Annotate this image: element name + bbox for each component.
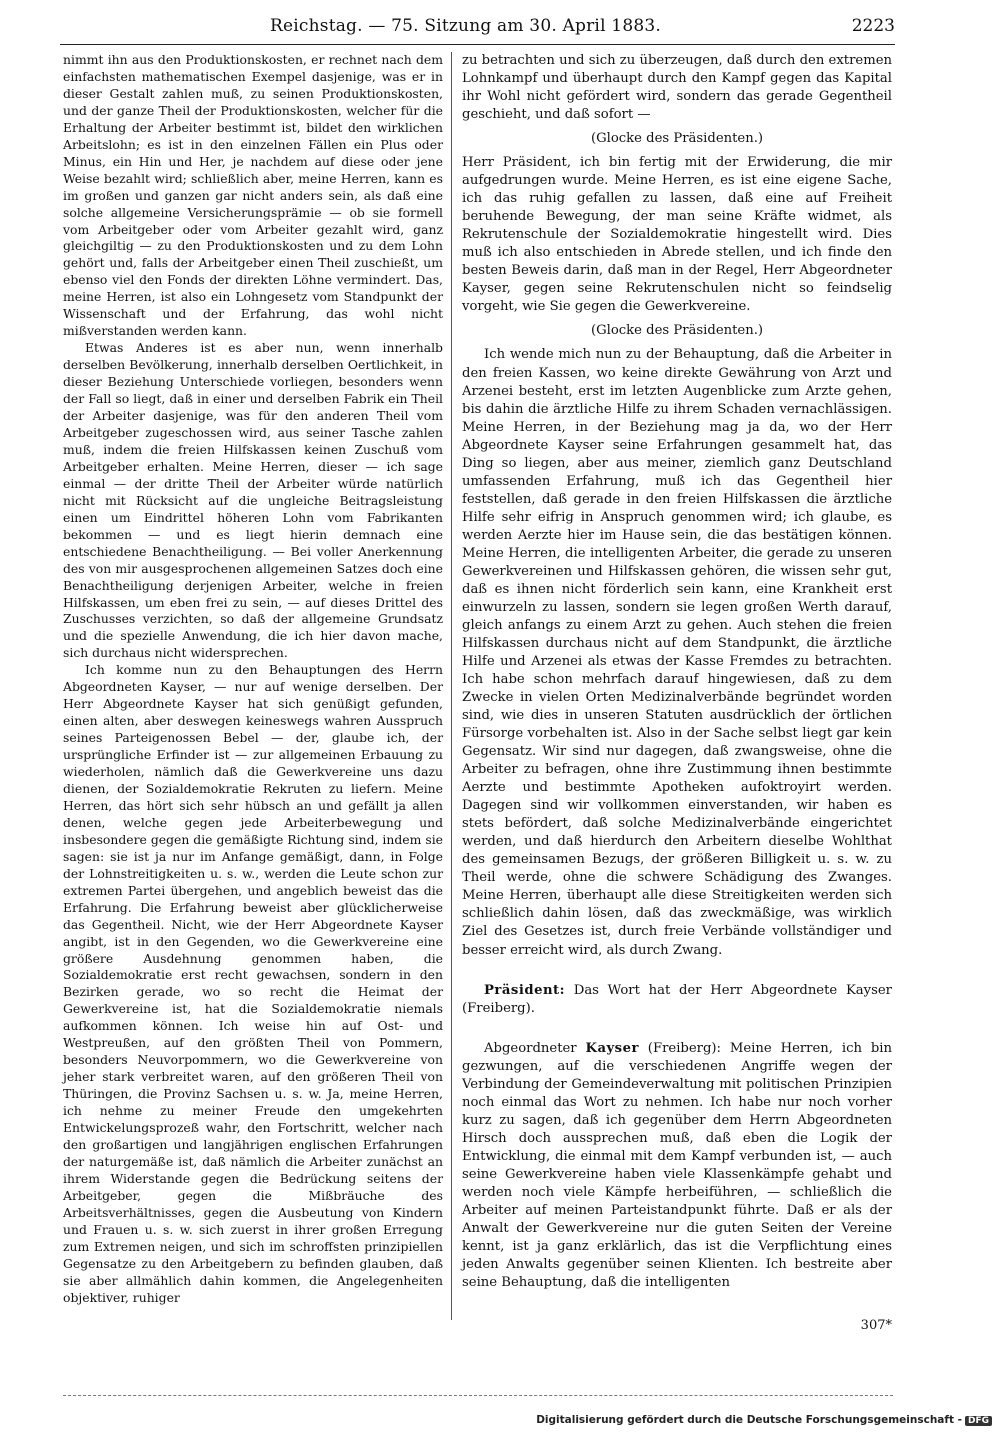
speaker-name: Präsident: [484,982,566,998]
paragraph: Etwas Anderes ist es aber nun, wenn innerhalb derselben Bevölkerung, innerhalb derselben Oertlichkeit, in dieser Beziehung Unterschiede vorliegen, besonders wenn der Fall so liegt, daß in einer und derselben Fabrik ein Theil der Arbeiter dasjenige, was für den anderen Theil vom Arbeitgeber zugeschossen wird, aus seiner Tasche zahlen muß, indem die freien Hilfskassen keinen Zuschuß vom Arbeitgeber erhalten. Meine Herren, dieser — ich sage einmal — der dritte Theil der Arbeiter würde natürlich nicht mit Rücksicht auf die ungleiche Beitragsleistung einen um Eindrittel höheren Lohn vom Fabrikanten bekommen — und es liegt hierin demnach eine entschiedene Benachtheiligung. — Bei voller Anerkennung des von mir ausgesprochenen allgemeinen Satzes doch eine Benachtheiligung derjenigen Arbeiter, welche in freien Hilfskassen, um eben frei zu sein, — auf dieses Drittel des Zuschusses verzichten, so daß der allgemeine Grundsatz und die spezielle Anwendung, die ich hier davon mache, sich durchaus nicht widersprechen. [63,340,443,661]
digitization-credit [536,1414,992,1426]
speaker-paragraph [462,982,892,1018]
speaker-name: Kayser [585,1040,639,1056]
column-separator [451,52,452,1320]
sheet-mark: 307* [860,1318,892,1333]
stage-direction: (Glocke des Präsidenten.) [590,131,764,147]
speech-text: Das Wort hat der Herr Abgeordnete Kayser (Freiberg). [462,982,892,1016]
speech-text: (Freiberg): Meine Herren, ich bin gezwungen, auf die verschiedenen Angriffe wegen der Verbindung der Gemeindeverwaltung mit politischen Prinzipien noch einmal das Wort zu nehmen. Ich habe nur noch vorher kurz zu sagen, daß ich gegenüber dem Herrn Abgeordneten Hirsch doch aussprechen muß, daß eben die Logik der Entwicklung, die einmal mit dem Kampf verbunden ist, — auch seine Gewerkvereine haben viele Klassenkämpfe gehabt und werden noch viele Kämpfe herbeiführen, — schließlich die Arbeiter auf meinen Parteistandpunkt führte. Daß er als der Anwalt der Gewerkvereine nur die guten Seiten der Vereine kennt, ist ja ganz erklärlich, das ist die Verpflichtung eines jeden Anwalts gegenüber seinen Klienten. Ich bestreite aber seine Behauptung, daß die intelligenten [462,1040,892,1290]
paragraph: Ich komme nun zu den Behauptungen des Herrn Abgeordneten Kayser, — nur auf wenige derselben. Der Herr Abgeordnete Kayser hat sich genüßigt gefunden, einen alten, aber deswegen keineswegs wahren Ausspruch seines Parteigenossen Bebel — der, glaube ich, der ursprüngliche Erfinder ist — zur allgemeinen Erbauung zu wiederholen, nämlich daß die Gewerkvereine uns dazu dienen, der Sozialdemokratie Rekruten zu liefern. Meine Herren, das hört sich sehr hübsch an und gefällt ja allen denen, welche gegen jede Arbeiterbewegung und insbesondere gegen die gemäßigte Richtung sind, indem sie sagen: sie ist ja nur im Anfange gemäßigt, dann, in Folge der Lohnstreitigkeiten u. s. w., werden die Leute schon zur extremen Partei übergehen, und angeblich beweist das die Erfahrung. Die Erfahrung beweist aber glücklicherweise das Gegentheil. Nicht, wie der Herr Abgeordnete Kayser angibt, ist in den Gegenden, wo die Gewerkvereine eine größere Ausdehnung genommen haben, die Sozialdemokratie erst recht gewachsen, sondern in den Bezirken gerade, wo so recht die Heimat der Gewerkvereine ist, hat die Sozialdemokratie niemals aufkommen können. Ich weise hin auf Ost- und Westpreußen, auf den größten Theil von Pommern, besonders Neuvorpommern, wo die Gewerkvereine von jeher stark verbreitet waren, auf den größeren Theil von Thüringen, die Provinz Sachsen u. s. w. Ja, meine Herren, ich nehme zu meiner Freude den umgekehrten Entwickelungsprozeß wahr, den Fortschritt, welcher nach den großartigen und langjährigen englischen Erfahrungen der naturgemäße ist, daß nämlich die Arbeiter zunächst an ihrem Widerstande gegen die Bedrückung seitens der Arbeitgeber, gegen die Mißbräuche des Arbeitsverhältnisses, gegen die Ausbeutung von Kindern und Frauen u. s. w. sich zuerst in ihrer großen Erregung zum Extremen neigen, und sich im schroffsten prinzipiellen Gegensatze zu den Arbeitgebern zu befinden glauben, daß sie aber allmählich dahin kommen, die Angelegenheiten objektiver, ruhiger [63,662,443,1305]
page-header [60,6,895,40]
speaker-title: Abgeordneter [484,1040,577,1056]
paragraph: nimmt ihn aus den Produktionskosten, er rechnet nach dem einfachsten mathematischen Exempel dasjenige, was er in dieser Gestalt zahlen muß, zu seinen Produktionskosten, und der ganze Theil der Produktionskosten, welcher für die Erhaltung der Arbeiter bestimmt ist, bildet den wirklichen Arbeitslohn; es ist in den einzelnen Fällen ein Plus oder Minus, ein Hin und Her, je nachdem auf diese oder jene Weise bezahlt wird; schließlich aber, meine Herren, kann es im großen und ganzen gar nicht anders sein, als daß eine solche allgemeine Versicherungsprämie — ob sie formell vom Arbeitgeber oder vom Arbeiter gezahlt wird, ganz gleichgiltig — zu den Produktionskosten und zu dem Lohn gehört und, falls der Arbeitgeber einen Theil zuschießt, um ebenso viel den Fonds der direkten Löhne vermindert. Das, meine Herren, ist also ein Lohngesetz vom Standpunkt der Wissenschaft und der Erfahrung, das wohl nicht mißverstanden werden kann. [63,52,443,339]
credit-text: Digitalisierung gefördert durch die Deutsche Forschungsgemeinschaft - [536,1414,962,1426]
footer-rule [63,1395,893,1396]
right-column [462,52,892,1292]
paragraph: Herr Präsident, ich bin fertig mit der Erwiderung, die mir aufgedrungen wurde. Meine Herren, es ist eine eigene Sache, ich das ruhig gefallen zu lassen, daß eine auf Freiheit beruhende Bewegung, der man seine Kräfte widmet, als Rekrutenschule der Sozialdemokratie hingestellt wird. Dies muß ich also entschieden in Abrede stellen, und ich finde den besten Beweis darin, daß man in der Regel, Herr Abgeordneter Kayser, gegen seine Rekrutenschulen nicht so feindselig vorgeht, wie Sie gegen die Gewerkvereine. [462,155,892,315]
stage-direction: (Glocke des Präsidenten.) [590,323,764,339]
left-column [63,52,443,1307]
page-number: 2223 [851,16,895,36]
paragraph: Ich wende mich nun zu der Behauptung, daß die Arbeiter in den freien Kassen, wo keine direkte Gewährung von Arzt und Arzenei besteht, erst im letzten Augenblicke zum Arzte gehen, bis dahin die ärztliche Hilfe zu ihrem Schaden vernachlässigen. Meine Herren, in der Beziehung mag ja da, wo der Herr Abgeordnete Kayser seine Erfahrungen gesammelt hat, das Ding so liegen, aber aus meiner, ziemlich ganz Deutschland umfassenden Erfahrung, muß ich das Gegentheil hier feststellen, daß gerade in den freien Hilfskassen die ärztliche Hilfe sehr eifrig in Anspruch genommen wird; ich glaube, es werden Aerzte hier im Hause sein, die das bestätigen können. Meine Herren, die intelligenten Arbeiter, die gerade zu unseren Gewerkvereinen und Hilfskassen gehören, die wissen sehr gut, daß es ihnen nicht förderlich sein kann, eine Krankheit erst einwurzeln zu lassen, sondern sie legen großen Werth darauf, gleich anfangs zu einem Arzt zu gehen. Auch stehen die freien Hilfskassen durchaus nicht auf dem Standpunkt, die ärztliche Hilfe und Arzenei als etwas der Kasse Fremdes zu betrachten. Ich habe schon mehrfach darauf hingewiesen, daß zu dem Zwecke in vielen Orten Medizinalverbände begründet worden sind, wie dies in unseren Statuten ausdrücklich der örtlichen Fürsorge vorbehalten ist. Also in der Sache selbst liegt gar kein Gegensatz. Wir sind nur dagegen, daß zwangsweise, ohne die Arbeiter zu befragen, ohne ihre Zustimmung ihnen bestimmte Aerzte und bestimmte Apotheken aufoktroyirt werden. Dagegen sind wir vollkommen einverstanden, wir haben es stets befördert, daß solche Medizinalverbände eingerichtet werden, und daß hierdurch den Arbeitern dieselbe Wohlthat des gemeinsamen Bezugs, der größeren Billigkeit u. s. w. zu Theil werde, ohne die schwere Schädigung des Zwanges. Meine Herren, überhaupt alle diese Streitigkeiten werden sich schließlich dahin lösen, daß das zweckmäßige, was wirklich Ziel des Gesetzes ist, durch freie Verbände vollständiger und besser erreicht wird, als durch Zwang. [462,347,892,958]
running-title: Reichstag. — 75. Sitzung am 30. April 1883. [270,16,661,36]
speaker-paragraph [462,1040,892,1292]
dfg-logo-badge: DFG [965,1416,992,1426]
header-rule [60,44,895,45]
paragraph: zu betrachten und sich zu überzeugen, daß durch den extremen Lohnkampf und überhaupt durch den Kampf gegen das Kapital ihr Wohl nicht gefördert wird, sondern das gerade Gegentheil geschieht, und daß sofort — [462,53,892,123]
